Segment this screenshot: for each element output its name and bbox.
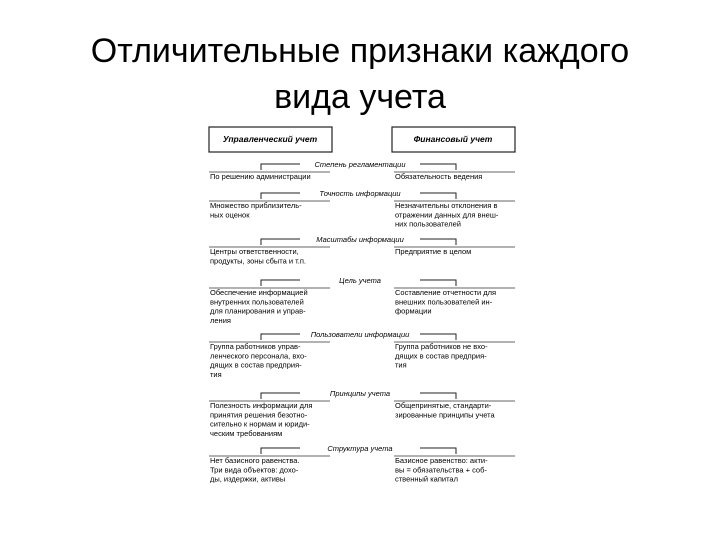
right-cell-text: внешних пользователей ин- [395, 297, 493, 307]
right-cell-text: тия [395, 360, 407, 370]
left-cell-text: Центры ответственности, [210, 247, 299, 256]
left-cell-text: сительно к нормам и юриди- [210, 419, 310, 429]
section-bracket-right [420, 193, 456, 199]
section-heading: Пользователи информации [310, 330, 410, 339]
right-cell-text: Группа работников не вхо- [395, 342, 488, 351]
section-heading: Точность информации [319, 189, 401, 198]
left-cell-text: ческим требованиям [210, 428, 283, 438]
left-cell-text: Группа работников управ- [210, 342, 301, 351]
right-cell-text: зированные принципы учета [395, 410, 495, 420]
right-cell-text: Незначительны отклонения в [395, 201, 498, 210]
right-cell-text: ственный капитал [395, 474, 458, 484]
section-bracket-right [420, 334, 456, 340]
right-cell-text: Предприятие в целом [395, 247, 472, 256]
sections-layer [209, 160, 515, 484]
left-column-header: Управленческий учет [222, 134, 318, 144]
section-heading: Цель учета [339, 276, 381, 285]
right-cell-text: Составление отчетности для [395, 288, 497, 297]
section-bracket-left [261, 393, 300, 399]
left-cell-text: принятия решения безотно- [210, 410, 308, 420]
section-heading: Масштабы информации [316, 235, 404, 244]
left-cell-text: По решению администрации [210, 172, 311, 181]
left-cell-text: ды, издержки, активы [210, 474, 286, 484]
left-cell-text: ленческого персонала, вхо- [210, 351, 307, 361]
section-bracket-left [261, 334, 300, 340]
section-heading: Структура учета [327, 444, 393, 453]
section-bracket-right [420, 280, 456, 286]
section-bracket-right [420, 164, 456, 170]
section-bracket-left [261, 280, 300, 286]
left-cell-text: дящих в состав предприя- [210, 360, 302, 370]
left-cell-text: для планирования и управ- [210, 306, 306, 316]
right-cell-text: дящих в состав предприя- [395, 351, 487, 361]
left-cell-text: продукты, зоны сбыта и т.п. [210, 256, 307, 266]
right-cell-text: них пользователей [395, 219, 461, 229]
right-cell-text: Базисное равенство: акти- [395, 456, 488, 465]
left-cell-text: Полезность информации для [210, 401, 313, 410]
left-cell-text: тия [210, 369, 222, 379]
section-bracket-left [261, 193, 300, 199]
right-column-header: Финансовый учет [413, 134, 493, 144]
right-cell-text: формации [395, 306, 432, 316]
left-cell-text: Множество приблизитель- [210, 201, 302, 210]
section-bracket-left [261, 239, 300, 245]
slide-title-line-2: вида учета [274, 78, 446, 116]
section-bracket-right [420, 239, 456, 245]
left-cell-text: ных оценок [210, 210, 250, 220]
left-cell-text: Обеспечение информацией [210, 288, 308, 297]
right-cell-text: отражении данных для внеш- [395, 210, 499, 220]
left-cell-text: Три вида объектов: дохо- [210, 465, 299, 475]
section-bracket-left [261, 448, 300, 454]
left-cell-text: внутренних пользователей [210, 297, 304, 307]
section-bracket-right [420, 448, 456, 454]
right-cell-text: Обязательность ведения [395, 172, 483, 181]
section-bracket-right [420, 393, 456, 399]
section-heading: Принципы учета [329, 389, 391, 398]
right-cell-text: вы = обязательства + соб- [395, 465, 487, 475]
right-cell-text: Общепринятые, стандарти- [395, 401, 492, 410]
slide-title-line-1: Отличительные признаки каждого [90, 32, 630, 70]
left-cell-text: Нет базисного равенства. [210, 456, 300, 465]
left-cell-text: ления [210, 315, 231, 325]
section-bracket-left [261, 164, 300, 170]
section-heading: Степень регламентации [314, 160, 406, 169]
